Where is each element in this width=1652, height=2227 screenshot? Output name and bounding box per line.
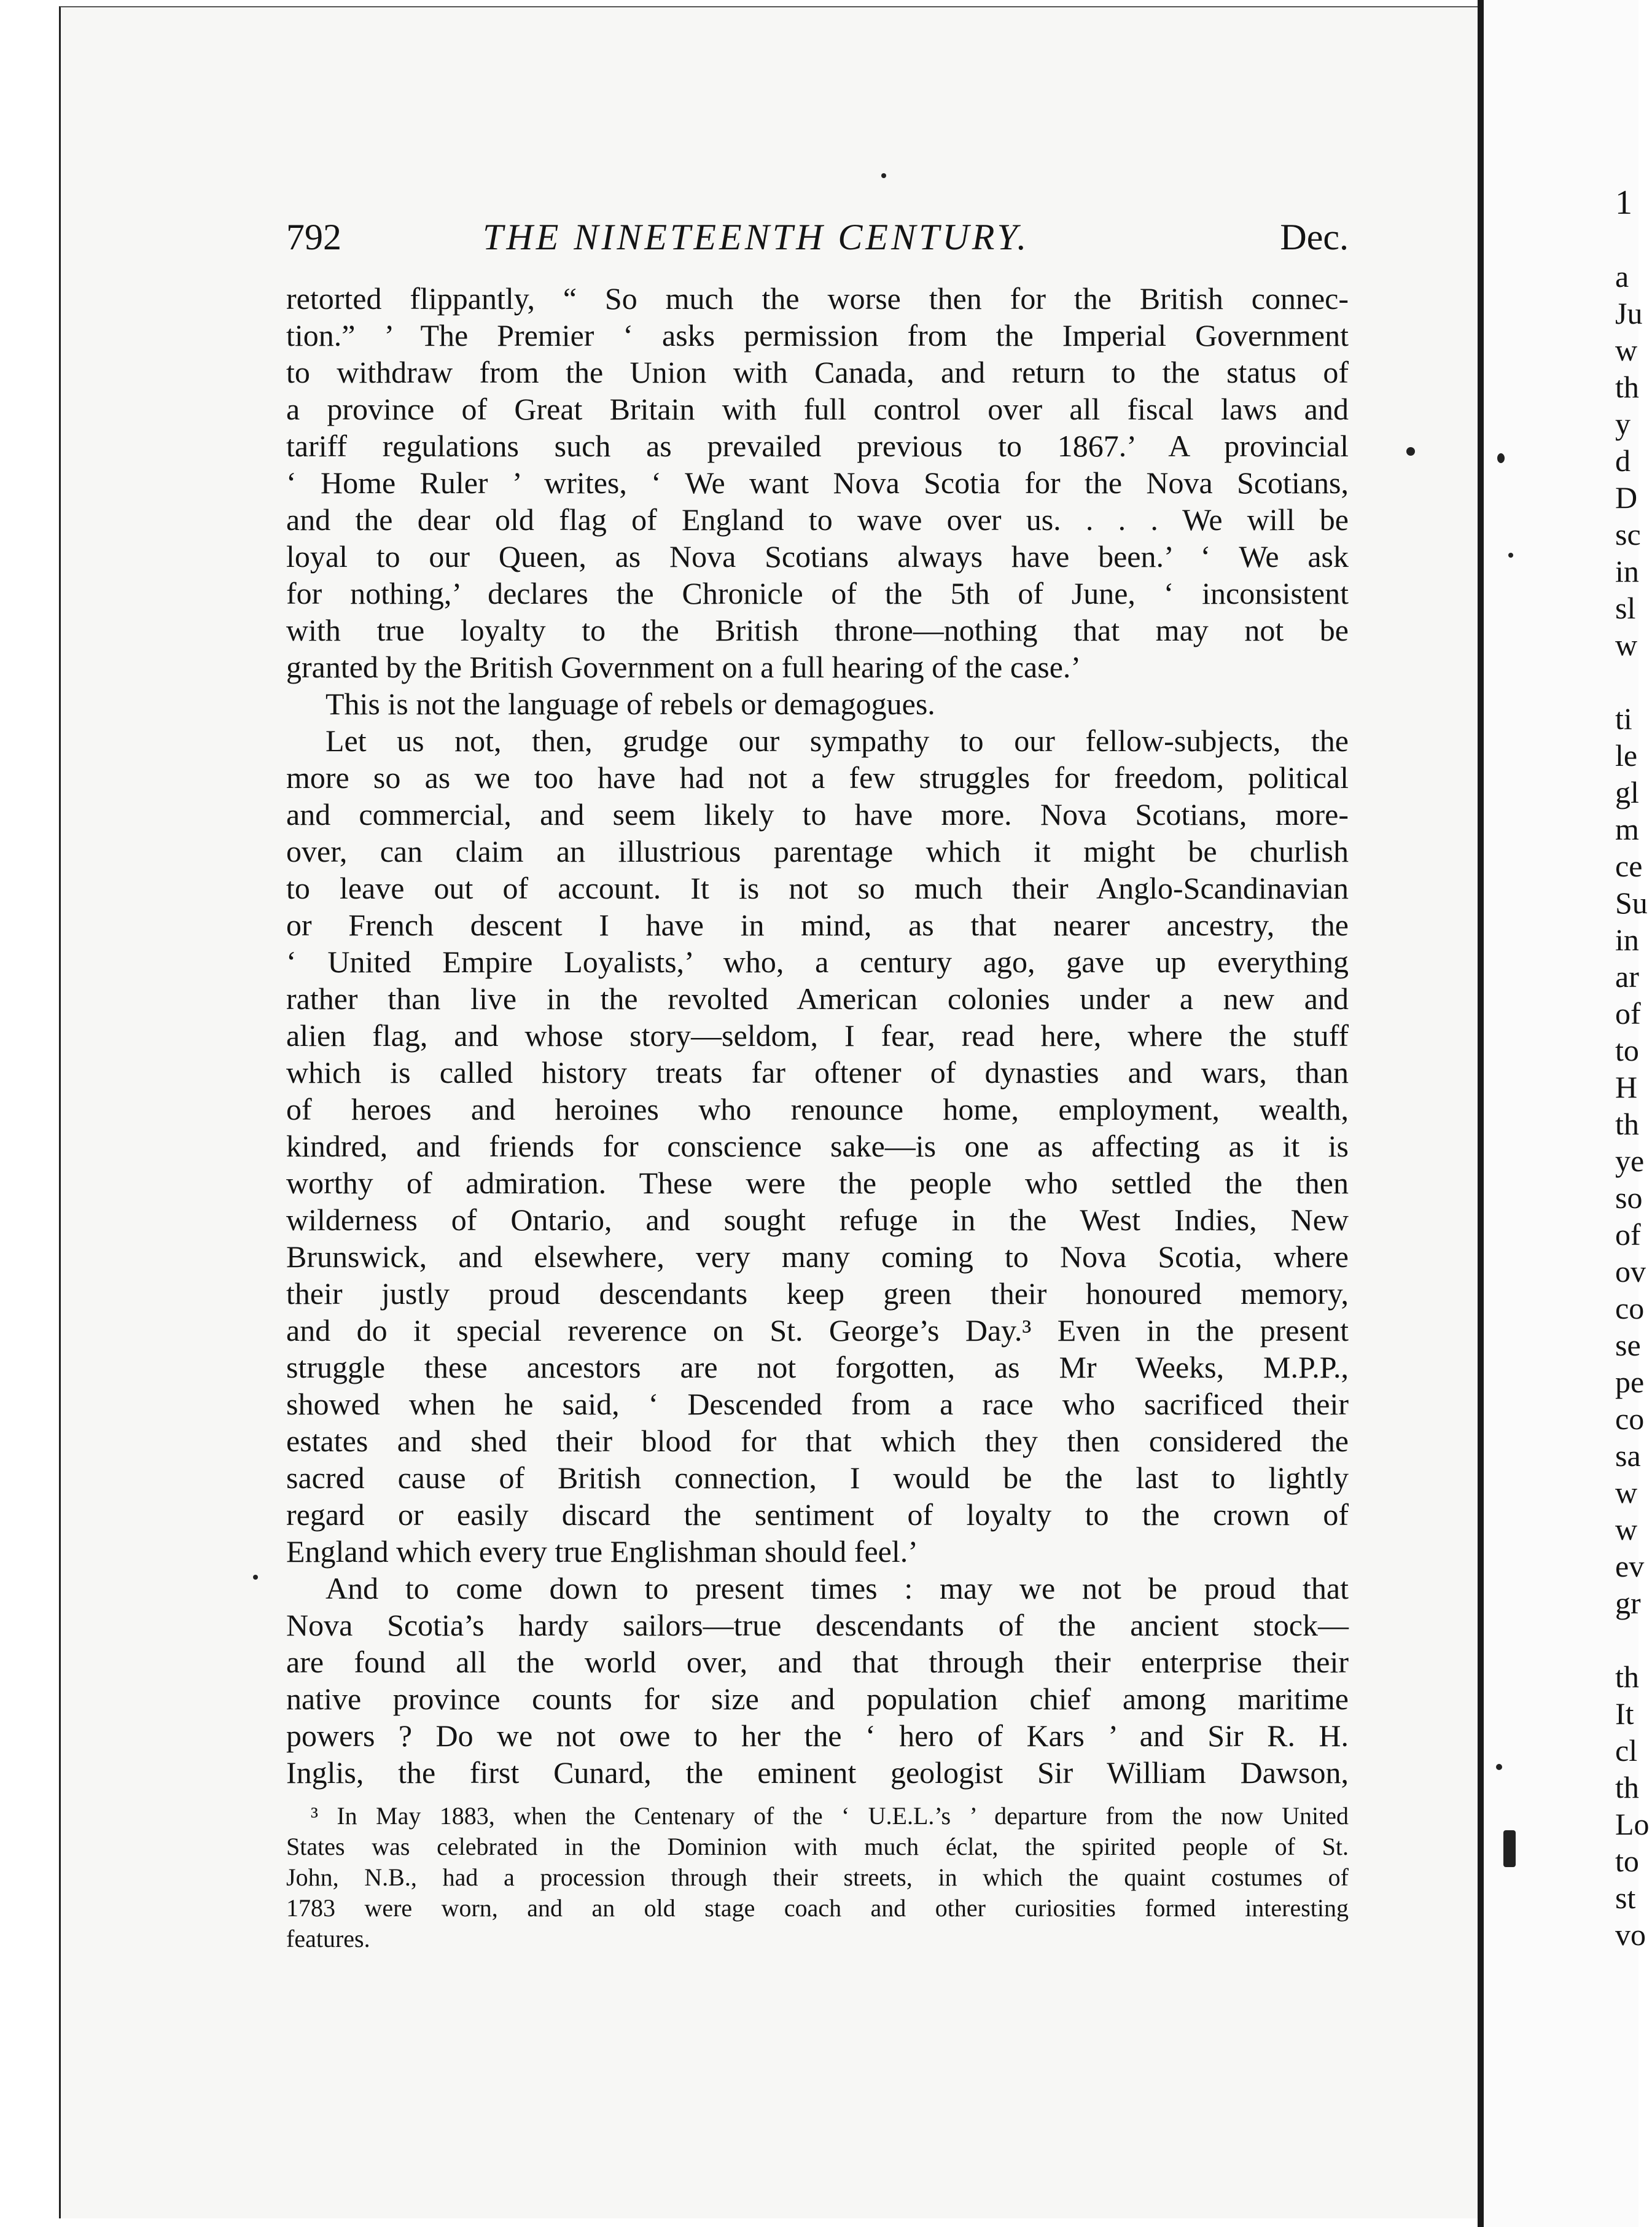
text-line: retorted flippantly, “ So much the worse then for the British connec- bbox=[286, 281, 1349, 316]
adjacent-page-fragment: 1 bbox=[1615, 184, 1632, 222]
page-number: 792 bbox=[286, 217, 341, 257]
adjacent-page-fragment: pe bbox=[1615, 1365, 1645, 1399]
page-header bbox=[286, 206, 1349, 268]
adjacent-page-fragment: se bbox=[1615, 1328, 1641, 1362]
adjacent-page-fragment: Su bbox=[1615, 886, 1648, 920]
adjacent-page-fragment: H bbox=[1615, 1070, 1638, 1104]
text-line: worthy of admiration. These were the people who settled the then bbox=[286, 1166, 1349, 1200]
footnote-line: ³ In May 1883, when the Centenary of the ‘ U.E.L.’s ’ departure from the now United bbox=[311, 1802, 1349, 1830]
adjacent-page-fragment: sl bbox=[1615, 591, 1636, 625]
footnote-line: 1783 were worn, and an old stage coach and other curiosities formed interesting bbox=[286, 1894, 1349, 1922]
adjacent-page-fragment: w bbox=[1615, 333, 1638, 367]
text-line: Nova Scotia’s hardy sailors—true descendants of the ancient stock— bbox=[286, 1608, 1349, 1642]
text-line: Let us not, then, grudge our sympathy to our fellow-subjects, the bbox=[325, 723, 1349, 758]
adjacent-page-fragment: sa bbox=[1615, 1438, 1641, 1473]
text-line: powers ? Do we not owe to her the ‘ hero of Kars ’ and Sir R. H. bbox=[286, 1718, 1349, 1753]
text-line: sacred cause of British connection, I would be the last to lightly bbox=[286, 1461, 1349, 1495]
text-line: ‘ Home Ruler ’ writes, ‘ We want Nova Scotia for the Nova Scotians, bbox=[286, 466, 1349, 500]
adjacent-page-fragment: ar bbox=[1615, 959, 1639, 994]
ink-speck bbox=[1496, 1764, 1502, 1770]
text-line: native province counts for size and population chief among maritime bbox=[286, 1682, 1349, 1716]
text-line: with true loyalty to the British throne—nothing that may not be bbox=[286, 613, 1349, 647]
adjacent-page-fragment: cl bbox=[1615, 1733, 1638, 1768]
adjacent-page-fragment: th bbox=[1615, 1770, 1639, 1804]
text-line: which is called history treats far oftener of dynasties and wars, than bbox=[286, 1055, 1349, 1090]
text-line: Inglis, the first Cunard, the eminent geologist Sir William Dawson, bbox=[286, 1755, 1349, 1790]
text-line: and do it special reverence on St. George’s Day.³ Even in the present bbox=[286, 1313, 1349, 1348]
text-line: This is not the language of rebels or demagogues. bbox=[325, 687, 935, 721]
adjacent-page-fragment: th bbox=[1615, 1107, 1639, 1141]
text-line: wilderness of Ontario, and sought refuge in the West Indies, New bbox=[286, 1203, 1349, 1237]
text-line: or French descent I have in mind, as that nearer ancestry, the bbox=[286, 908, 1349, 942]
adjacent-page-fragment: gl bbox=[1615, 775, 1639, 809]
adjacent-page-fragment: m bbox=[1615, 812, 1639, 846]
adjacent-page-fragment: to bbox=[1615, 1033, 1639, 1067]
text-line: rather than live in the revolted American colonies under a new and bbox=[286, 981, 1349, 1016]
adjacent-page-fragment: ce bbox=[1615, 849, 1643, 883]
text-line: Brunswick, and elsewhere, very many coming to Nova Scotia, where bbox=[286, 1239, 1349, 1274]
text-line: showed when he said, ‘ Descended from a race who sacrificed their bbox=[286, 1387, 1349, 1421]
text-line: to leave out of account. It is not so much their Anglo-Scandinavian bbox=[286, 871, 1349, 905]
ink-speck bbox=[1497, 453, 1505, 463]
adjacent-page-fragment: to bbox=[1615, 1844, 1639, 1878]
text-line: over, can claim an illustrious parentage which it might be churlish bbox=[286, 834, 1349, 868]
adjacent-page-fragment: w bbox=[1615, 628, 1638, 662]
text-line: loyal to our Queen, as Nova Scotians always have been.’ ‘ We ask bbox=[286, 539, 1349, 574]
adjacent-page-fragment: le bbox=[1615, 738, 1638, 773]
text-line: a province of Great Britain with full control over all fiscal laws and bbox=[286, 392, 1349, 426]
adjacent-page-fragment: It bbox=[1615, 1696, 1634, 1731]
adjacent-page-fragment: a bbox=[1615, 259, 1629, 294]
header-month: Dec. bbox=[1280, 217, 1349, 257]
footnote-line: John, N.B., had a procession through their streets, in which the quaint costumes of bbox=[286, 1863, 1349, 1891]
adjacent-page-fragment: of bbox=[1615, 1217, 1641, 1252]
ink-speck bbox=[881, 173, 886, 178]
text-line: of heroes and heroines who renounce home, employment, wealth, bbox=[286, 1092, 1349, 1126]
text-line: more so as we too have had not a few struggles for freedom, political bbox=[286, 760, 1349, 795]
text-line: granted by the British Government on a full hearing of the case.’ bbox=[286, 650, 1081, 684]
body-text bbox=[286, 280, 1349, 1791]
adjacent-page-fragment: in bbox=[1615, 922, 1639, 957]
text-line: And to come down to present times : may we not be proud that bbox=[325, 1571, 1349, 1605]
text-line: struggle these ancestors are not forgotten, as Mr Weeks, M.P.P., bbox=[286, 1350, 1349, 1384]
text-line: are found all the world over, and that through their enterprise their bbox=[286, 1645, 1349, 1679]
adjacent-page-fragment: co bbox=[1615, 1291, 1645, 1325]
ink-speck bbox=[253, 1575, 258, 1580]
text-line: estates and shed their blood for that which they then considered the bbox=[286, 1424, 1349, 1458]
adjacent-page-fragment: Ju bbox=[1615, 296, 1643, 330]
text-line: and commercial, and seem likely to have more. Nova Scotians, more- bbox=[286, 797, 1349, 832]
running-title: THE NINETEENTH CENTURY. bbox=[483, 217, 1030, 257]
text-line: their justly proud descendants keep green their honoured memory, bbox=[286, 1276, 1349, 1311]
text-line: England which every true Englishman should feel.’ bbox=[286, 1534, 918, 1569]
adjacent-page-fragment: Lo bbox=[1615, 1807, 1650, 1841]
page-gutter-edge bbox=[1478, 0, 1484, 2227]
text-line: regard or easily discard the sentiment of loyalty to the crown of bbox=[286, 1497, 1349, 1532]
ink-speck bbox=[1406, 447, 1415, 456]
text-line: alien flag, and whose story—seldom, I fear, read here, where the stuff bbox=[286, 1018, 1349, 1053]
adjacent-page-fragment: d bbox=[1615, 443, 1631, 478]
adjacent-page-fragment: sc bbox=[1615, 517, 1641, 552]
adjacent-page-fragment: y bbox=[1615, 407, 1631, 441]
text-line: to withdraw from the Union with Canada, and return to the status of bbox=[286, 355, 1349, 389]
adjacent-page-fragment: ti bbox=[1615, 701, 1632, 736]
adjacent-page-fragment: D bbox=[1615, 480, 1638, 515]
ink-speck bbox=[1503, 1830, 1516, 1867]
adjacent-page-fragment: in bbox=[1615, 554, 1639, 588]
text-line: and the dear old flag of England to wave over us. . . . We will be bbox=[286, 502, 1349, 537]
adjacent-page-fragment: w bbox=[1615, 1475, 1638, 1510]
footnote-line: features. bbox=[286, 1925, 370, 1952]
footnote-line: States was celebrated in the Dominion with much éclat, the spirited people of St. bbox=[286, 1833, 1349, 1860]
adjacent-page-fragment: ev bbox=[1615, 1549, 1645, 1583]
adjacent-page-fragment: ye bbox=[1615, 1144, 1645, 1178]
text-line: kindred, and friends for conscience sake—is one as affecting as it is bbox=[286, 1129, 1349, 1163]
adjacent-page-fragment: so bbox=[1615, 1180, 1643, 1215]
adjacent-page-fragment: w bbox=[1615, 1512, 1638, 1546]
text-line: tariff regulations such as prevailed previous to 1867.’ A provincial bbox=[286, 429, 1349, 463]
adjacent-page-fragment: th bbox=[1615, 1660, 1639, 1694]
ink-speck bbox=[1508, 553, 1513, 558]
footnotes bbox=[286, 1801, 1349, 1954]
adjacent-page-fragment: st bbox=[1615, 1881, 1636, 1915]
adjacent-page-fragment: gr bbox=[1615, 1586, 1641, 1620]
text-line: ‘ United Empire Loyalists,’ who, a century ago, gave up everything bbox=[286, 945, 1349, 979]
adjacent-page-fragment: vo bbox=[1615, 1917, 1646, 1952]
adjacent-page-fragment: co bbox=[1615, 1402, 1645, 1436]
adjacent-page-fragment: th bbox=[1615, 370, 1639, 404]
text-line: tion.” ’ The Premier ‘ asks permission from the Imperial Government bbox=[286, 318, 1349, 353]
adjacent-page-fragment: of bbox=[1615, 996, 1641, 1031]
adjacent-page-fragment: ov bbox=[1615, 1254, 1646, 1289]
text-line: for nothing,’ declares the Chronicle of the 5th of June, ‘ inconsistent bbox=[286, 576, 1349, 610]
